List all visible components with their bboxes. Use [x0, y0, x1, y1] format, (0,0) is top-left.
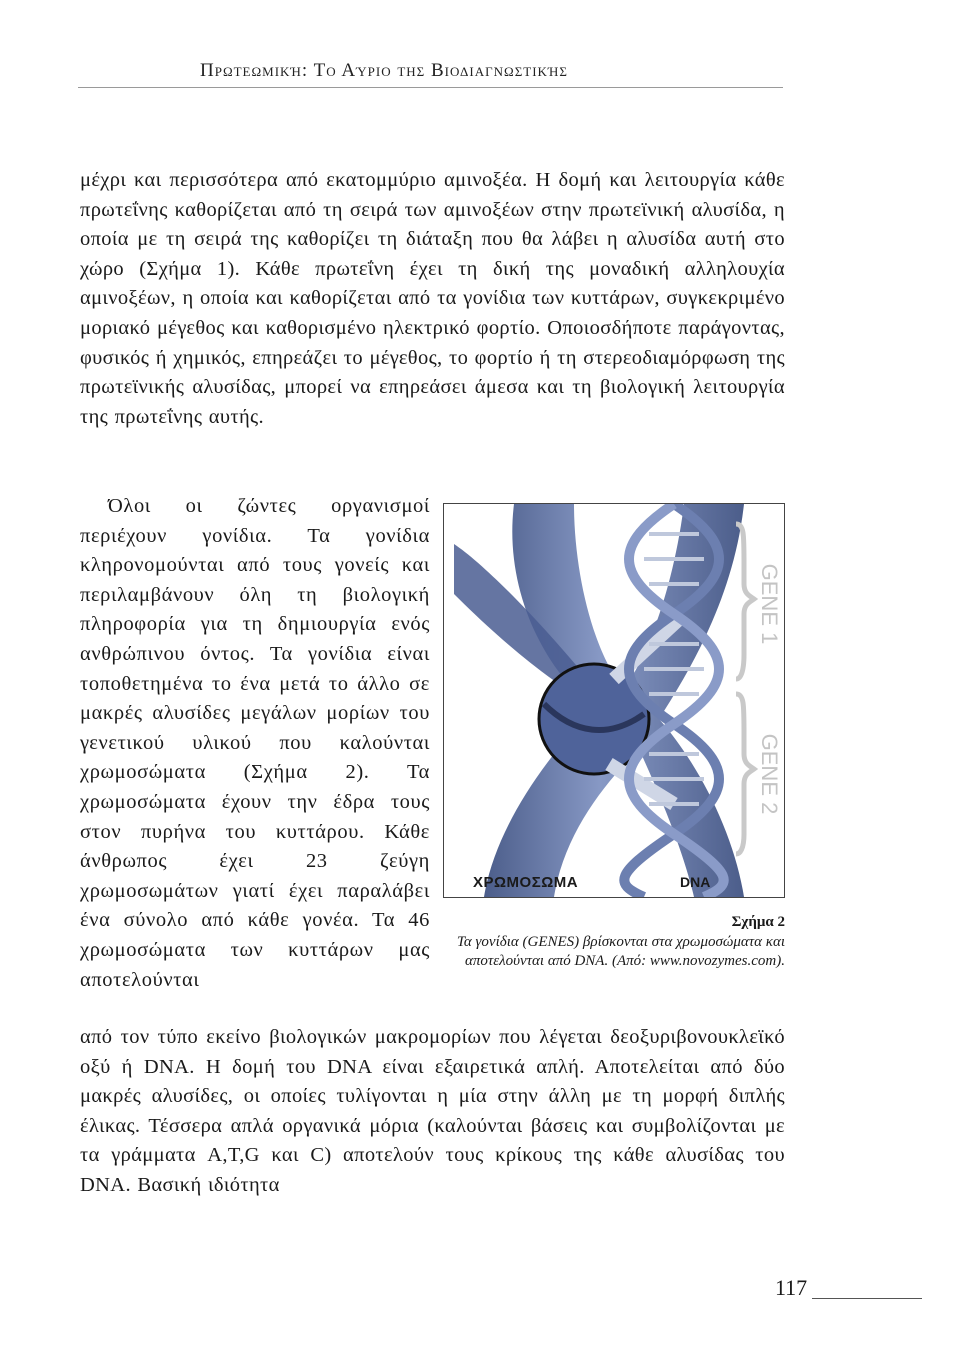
- page-number-rule: [812, 1298, 922, 1299]
- header-divider: [78, 87, 783, 88]
- gene2-bracket: [736, 694, 754, 854]
- chromosome-dna-illustration: [444, 504, 784, 897]
- paragraph-genes: Όλοι οι ζώντες οργανισμοί περιέχουν γονίδια. Τα γονίδια κληρονομούνται από τους γονείς και περιλαμβάνουν όλη τη βιολογική πληροφορία για τη δημιουργία ενός ανθρώπινου όντος. Τα γονίδια είναι τοποθετημένα το ένα μετά το άλλο σε μακρές αλυσίδες μεγάλων μορίων του γενετικού υλικού που καλούνται χρωμοσώματα (Σχήμα 2). Τα χρωμοσώματα έχουν την έδρα τους στον πυρήνα του κυττάρου. Κάθε άνθρωπος έχει 23 ζεύγη χρωμοσωμάτων γιατί έχει παραλάβει ένα σύνολο από κάθε γονέα. Τα 46 χρωμοσώματα των κυττάρων μας αποτελούνται: [80, 495, 430, 991]
- figure-number: Σχήμα 2: [731, 914, 785, 930]
- running-header: Πρωτεωμική: Το Αύριο της Βιοδιαγνωστικής: [200, 60, 568, 81]
- chromosome-label: ΧΡΩΜΟΣΩΜΑ: [473, 874, 579, 891]
- paragraph-dna: από τον τύπο εκείνο βιολογικών μακρομορίων που λέγεται δεοξυριβονουκλεϊκό οξύ ή DNA. Η δομή του DNA είναι εξαιρετικά απλή. Αποτελείται από δύο μακρές αλυσίδες, οι οποίες τυλίγονται η μία στην άλλη με τη μορφή διπλής έλικας. Τέσσερα απλά οργανικά μόρια (καλούνται βάσεις και συμβολίζονται με τα γράμματα A,T,G και C) αποτελούν τους κρίκους της κάθε αλυσίδας του DNA. Βασική ιδιότητα: [80, 1026, 785, 1196]
- gene1-bracket: [736, 524, 754, 679]
- dna-label: DNA: [680, 874, 711, 890]
- gene1-label: GENE 1: [757, 563, 782, 645]
- gene2-label: GENE 2: [757, 733, 782, 815]
- paragraph-proteins: μέχρι και περισσότερα από εκατομμύριο αμινοξέα. Η δομή και λειτουργία κάθε πρωτεΐνης καθορίζεται από τη σειρά των αμινοξέων στην πρωτεϊνική αλυσίδα, η οποία με τη σειρά της καθορίζει τη διάταξη που θα λάβει η αλυσίδα αυτή στο χώρο (Σχήμα 1). Κάθε πρωτεΐνη έχει τη δική της μοναδική αλληλουχία αμινοξέων, η οποία και καθορίζεται από τα γονίδια των κυττάρων, συγκεκριμένο μοριακό μέγεθος και καθορισμένο ηλεκτρικό φορτίο. Οποιοσδήποτε παράγοντας, φυσικός ή χημικός, επηρεάζει το μέγεθος, το φορτίο ή τη στερεοδιαμόρφωση της πρωτεϊνικής αλυσίδας, μπορεί να επηρεάσει άμεσα και τη βιολογική λειτουργία της πρωτεΐνης αυτής.: [80, 169, 785, 428]
- page-number: 117: [775, 1275, 808, 1300]
- figure-chromosome-dna: [443, 503, 785, 898]
- figure-caption: Τα γονίδια (GENES) βρίσκονται στα χρωμοσώματα και αποτελούνται από DNA. (Από: www.novozymes.com).: [456, 934, 785, 969]
